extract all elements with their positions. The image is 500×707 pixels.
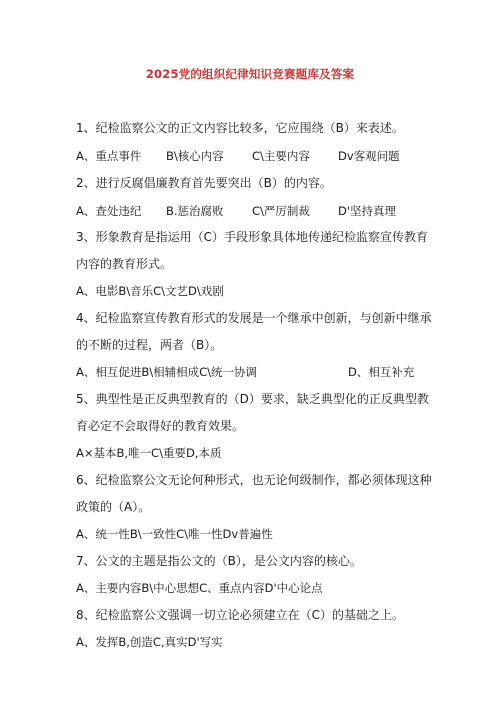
question-8: 8、纪检监察公文强调一切立论必须建立在（C）的基础之上。 (76, 608, 405, 622)
question-8-options: A、发挥B,创造C,真实D'写实 (76, 635, 223, 649)
question-4-options (76, 364, 436, 380)
question-6-options: A、统一性B\一致性C\唯一性Dv普遍性 (76, 527, 273, 541)
question-4-line-2: 的不断的过程，两者（B）。 (76, 338, 223, 352)
option-d: D'坚持真理 (338, 204, 397, 218)
document-title: 2025党的组织纪律知识竞赛题库及答案 (145, 67, 355, 81)
question-1: 1、纪检监察公文的正文内容比较多，它应围绕（B）来表述。 (76, 121, 404, 135)
question-3-options: A、电影B\音乐C\文艺D\戏剧 (76, 284, 224, 298)
question-5-line-1: 5、典型性是正反典型教育的（D）要求，缺乏典型化的正反典型教 (76, 392, 429, 406)
question-7: 7、公文的主题是指公文的（B），是公文内容的核心。 (76, 554, 362, 568)
question-6-line-1: 6、纪检监察公文无论何种形式，也无论何级制作，都必须体现这种 (76, 473, 432, 487)
question-5-line-2: 育必定不会取得好的教育效果。 (76, 419, 245, 433)
option-a: A、重点事件 (76, 149, 142, 163)
option-c: C\主要内容 (252, 149, 310, 163)
question-3-line-2: 内容的教育形式。 (76, 257, 173, 271)
option-d: D、相互补充 (348, 365, 415, 379)
question-6-line-2: 政策的（A）。 (76, 500, 151, 514)
question-1-options (76, 148, 436, 164)
question-2-options (76, 203, 436, 219)
question-4-line-1: 4、纪检监察宣传教育形式的发展是一个继承中创新，与创新中继承 (76, 311, 432, 325)
question-2: 2、进行反腐倡廉教育首先要突出（B）的内容。 (76, 176, 332, 190)
question-3-line-1: 3、形象教育是指运用（C）手段形象具体地传递纪检监察宣传教育 (76, 230, 429, 244)
option-b: B\核心内容 (166, 149, 224, 163)
option-a: A、查处违纪 (76, 204, 142, 218)
option-b: B.惩治腐败 (166, 204, 224, 218)
question-7-options: A、主要内容B\中心思想C、重点内容D'中心论点 (76, 581, 323, 595)
option-d: Dv客观问题 (338, 149, 400, 163)
option-abc: A、相互促进B\相辅相成C\统一协调 (76, 365, 258, 379)
option-c: C\严厉制裁 (252, 204, 310, 218)
question-5-options: A×基本B,唯一C\重要D,本质 (76, 446, 222, 460)
